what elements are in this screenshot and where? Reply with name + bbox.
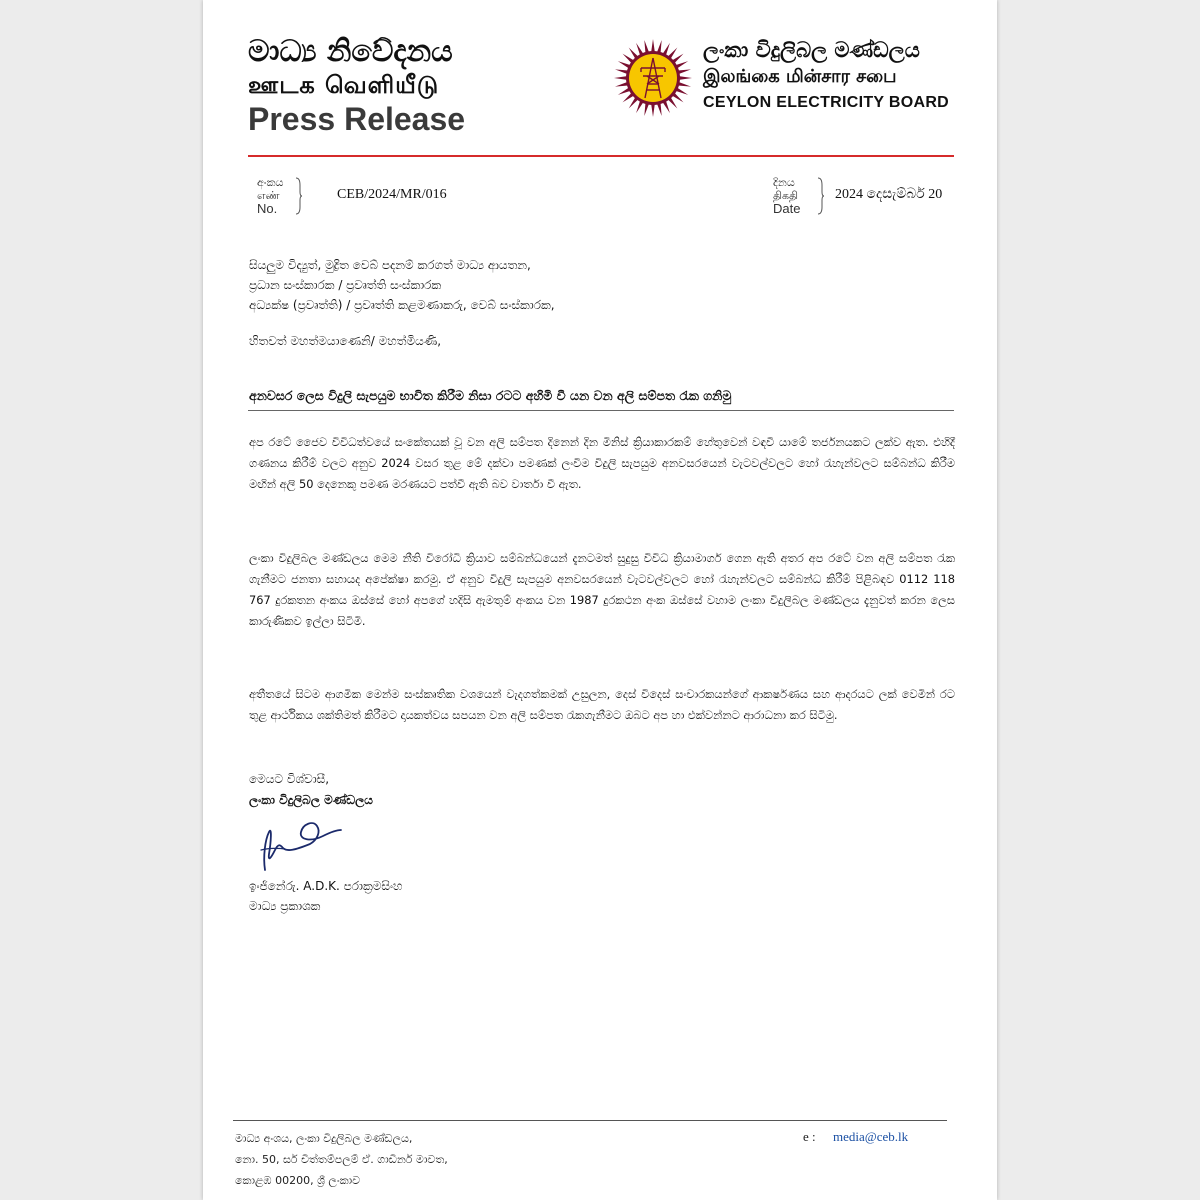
org-name-english: CEYLON ELECTRICITY BOARD xyxy=(703,94,950,111)
footer-address-line: නො. 50, සර් චිත්තම්පලම් ඒ. ගාඩිනර් මාවත, xyxy=(235,1153,448,1166)
header-divider xyxy=(248,155,954,157)
logo-ray xyxy=(678,69,691,74)
signer-title: මාධ්‍ය ප්‍රකාශක xyxy=(249,899,321,913)
body-paragraph-2: ලංකා විදුලිබල මණ්ඩලය මෙම නීති විරෝධි ක්‍රියාව සම්බන්ධයෙන් දැනටමත් සුදුසු විවිධ ක්‍රියාමාර්ග ගෙන ඇති අතර අප රටේ වන අලි සම්පත රැක ගැනීමට ජනතා සහායද අපේක්ෂා කරමු. ඒ අනුව විදුලි සැපයුම අනවසරයෙන් වැටවල්වලට හෝ රැහැන්වලට සම්බන්ධ කිරීම් පිළිබඳව 0112 118 767 දුරකතන අංකය ඔස්සේ හෝ අපගේ හදිසි ඇමතුම් අංකය වන 1987 දුරකථන අංක ඔස්සේ වහාම ලංකා විදුලිබල මණ්ඩලය දැනුවත් කරන ලෙස කාරුණිකව ඉල්ලා සිටිමි. xyxy=(249,551,955,628)
closing-organization: ලංකා විදුලිබල මණ්ඩලය xyxy=(249,793,373,807)
title-sinhala: මාධ්‍ය නිවේදනය xyxy=(248,34,453,69)
release-date: 2024 දෙසැම්බර් 20 xyxy=(835,187,943,202)
closing-line: මෙයට විශ්වාසී, xyxy=(249,772,330,786)
reference-number: CEB/2024/MR/016 xyxy=(337,187,447,202)
ceb-logo-icon xyxy=(613,38,693,118)
brace-icon xyxy=(817,177,825,215)
salutation: හිතවත් මහත්මයාණෙනි/ මහත්මියණි, xyxy=(249,334,442,348)
body-paragraph-1: අප රටේ ජෛව විවිධත්වයේ සංකේතයක් වූ වන අලි සම්පත දිනෙන් දින මිනිස් ක්‍රියාකාරකම් හේතුවෙන් වඳවී යාමේ තර්ජනයකට ලක්ව ඇත. එහිදී ගණනය කිරීම් වලට අනුව 2024 වසර තුළ මේ දක්වා පමණක් ලංවිම විදුලි සැපයුම අනවසරයෙන් වැටවල්වලට හෝ රැහැන්වලට සම්බන්ධ කිරීම මඟින් අලි 50 දෙනෙකු පමණ මරණයට පත්වී ඇති බව වාර්තා වී ඇත. xyxy=(249,435,955,491)
email-link[interactable]: media@ceb.lk xyxy=(833,1129,909,1144)
org-name-tamil: இலங்கை மின்சார சபை xyxy=(703,66,897,87)
addressee-line: ප්‍රධාන සංස්කාරක / ප්‍රවෘත්ති සංස්කාරක xyxy=(249,278,442,292)
footer-address-line: මාධ්‍ය අංශය, ලංකා විදුලිබල මණ්ඩලය, xyxy=(235,1132,413,1145)
addressee-line: අධ්‍යක්ෂ (ප්‍රවෘත්ති) / ප්‍රවෘත්ති කළමණාකරු, වෙබ් සංස්කාරක, xyxy=(249,298,555,312)
logo-ray xyxy=(679,76,692,80)
logo-ray xyxy=(644,40,649,53)
logo-ray xyxy=(614,76,627,80)
subject-heading: අනවසර ලෙස විදුලි සැපයුම භාවිත කිරීම නිසා රටට අහිමි වී යන වන අලි සම්පත රැක ගනිමු xyxy=(249,388,732,403)
number-label-tamil: எண் xyxy=(257,189,280,202)
org-name-sinhala: ලංකා විදුලිබල මණ්ඩලය xyxy=(703,38,920,62)
footer-address-line: කොළඹ 00200, ශ්‍රී ලංකාව xyxy=(235,1174,361,1187)
press-release-page xyxy=(203,0,997,1200)
date-label-tamil: திகதி xyxy=(773,189,799,202)
number-label-sinhala: අංකය xyxy=(257,176,284,189)
logo-ray xyxy=(615,69,628,74)
subject-divider xyxy=(248,410,954,411)
logo-ray xyxy=(651,39,655,52)
organization-name xyxy=(703,36,949,116)
press-release-title xyxy=(248,34,465,138)
number-label-english: No. xyxy=(257,201,278,216)
number-label xyxy=(257,176,283,215)
title-english: Press Release xyxy=(248,101,466,137)
signer-block xyxy=(249,876,402,916)
brace-icon xyxy=(295,177,303,215)
footer-address xyxy=(235,1128,448,1191)
logo-ray xyxy=(615,82,628,87)
date-label xyxy=(773,176,800,215)
logo-ray xyxy=(644,103,649,116)
date-label-english: Date xyxy=(773,201,801,216)
body-paragraph-3: අතීතයේ සිටම ආගමික මෙන්ම සංස්කෘතික වශයෙන් වැදගත්කමක් උසුලන, දෙස් විදෙස් සංචාරකයන්ගේ ආකර්ෂණය සහ ආදරයට ලක් වෙමින් රට තුළ ආර්ථිකය ශක්තිමත් කිරීමට දායකත්වය සපයන වන අලි සම්පත රැකගැනීමට ඔබට අප හා එක්වන්නට ආරාධනා කර සිටිමු. xyxy=(249,687,955,722)
signer-name: ඉංජිනේරු. A.D.K. පරාක්‍රමසිංහ xyxy=(249,879,403,893)
logo-ray xyxy=(678,82,691,87)
logo-ray xyxy=(657,40,662,53)
signature-icon xyxy=(255,812,345,874)
logo-ray xyxy=(651,104,655,117)
footer-divider xyxy=(233,1120,947,1121)
addressee-line: සියලුම විද්‍යුත්, මුද්‍රිත වෙබ් පදනම් කරගත් මාධ්‍ය ආයතන, xyxy=(249,258,531,272)
date-label-sinhala: දිනය xyxy=(773,176,795,189)
addressee-block xyxy=(249,255,555,315)
title-tamil: ஊடக வெளியீடு xyxy=(248,71,440,99)
logo-ray xyxy=(657,103,662,116)
email-label: e : xyxy=(803,1129,816,1144)
